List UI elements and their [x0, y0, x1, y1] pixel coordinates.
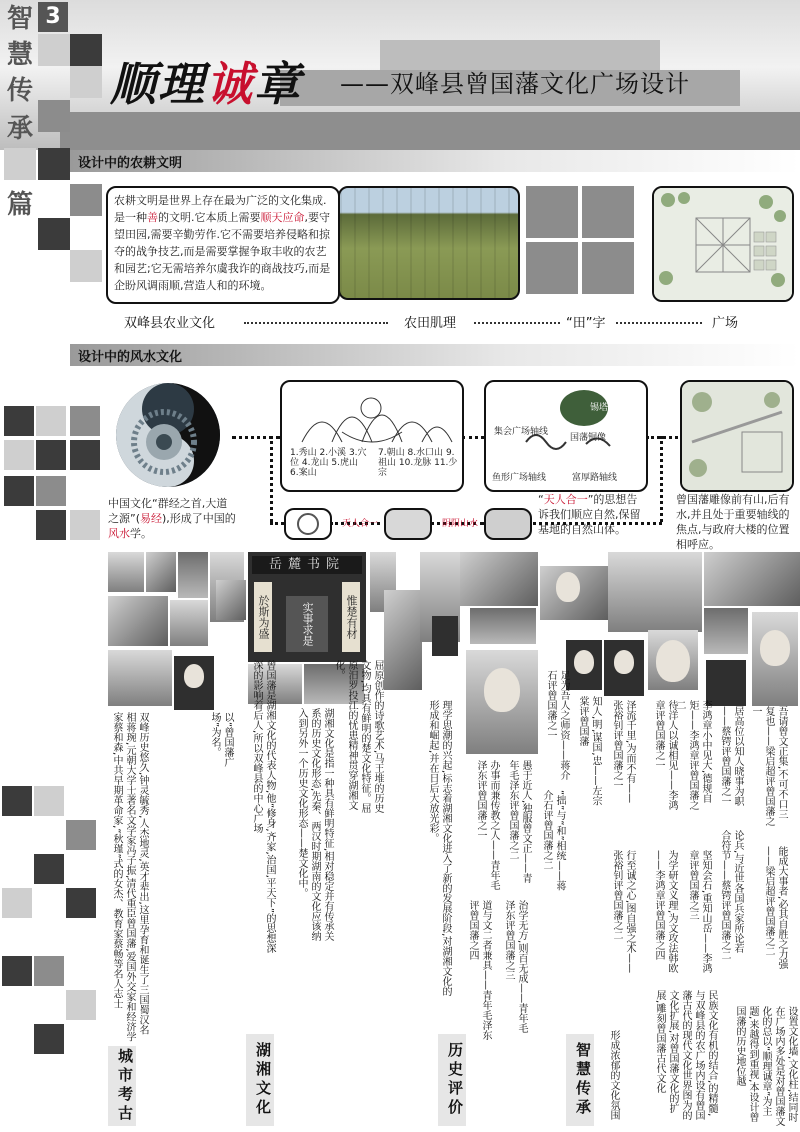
quote-3: 愚于近人,独服曾文正——青年毛泽东评曾国藩之二 — [507, 760, 531, 884]
main-title — [110, 48, 302, 114]
chain-image-1 — [284, 508, 332, 540]
photo-bust — [178, 552, 208, 598]
label-agri-culture: 双峰县农业文化 — [124, 316, 216, 331]
side-title-char-3: 传 — [6, 76, 33, 106]
yin-yang-compass — [108, 380, 228, 490]
photo-stele — [384, 590, 422, 690]
legend-item: 10.龙脉 — [398, 458, 432, 468]
deco-square — [70, 34, 102, 66]
diagram-legend-left — [290, 448, 368, 478]
label-field-texture: 农田肌理 — [404, 316, 457, 331]
tian-square-2 — [582, 186, 634, 238]
diagram-legend-right — [378, 448, 458, 478]
mountain-diagram — [282, 382, 460, 452]
academy-plaque: 岳麓书院 — [252, 556, 362, 574]
deco-square — [70, 66, 102, 98]
text-wisdom-1: 形成浓郁的文化氛围 — [608, 1030, 619, 1120]
photo-relief — [146, 552, 176, 592]
photo-steles-row — [608, 552, 702, 632]
face — [760, 630, 790, 666]
photo-cai — [706, 660, 746, 706]
deco-square — [34, 1024, 64, 1054]
chain-image-3 — [484, 508, 532, 540]
dotted-line — [244, 322, 388, 324]
farmland-photo — [338, 186, 520, 300]
deco-square — [66, 820, 96, 850]
side-title-char-2: 慧 — [6, 40, 33, 70]
farming-text-a: 农耕文明是世界上存在最为广泛的文化集成.是一种 — [114, 194, 327, 224]
chain-line — [462, 436, 484, 439]
deco-square — [34, 854, 64, 884]
quote-1: 办事而兼传教之人——青年毛泽东评曾国藩之一 — [475, 760, 499, 890]
text-evaluation-2: 理学思潮的兴起,标志着湖湘文化进入了新的发展阶段,对湖湘文化的形成和崛起,并在日后大放光彩。 — [427, 700, 451, 997]
deco-square — [2, 956, 32, 986]
text-city-archaeology-2: 以“曾国藩广场”为名。 — [209, 712, 233, 768]
quote-7: 知人,明,谋国,忠——左宗棠评曾国藩 — [577, 696, 601, 806]
farming-text-c: 的文明.它本质上需要 — [158, 211, 261, 224]
text-huxiang-1: 曾国藩是湖湘文化的代表人物,他“修身,齐家,治国,平天下”的思想深深的影响着后人,所以双峰县的中心广场 — [251, 660, 275, 954]
subtitle: ——双峰县曾国藩文化广场设计 — [340, 70, 690, 98]
quote-17: 能成大事者,必其自胜之力强——梁启超评曾国藩之二 — [763, 846, 787, 970]
legend-item: 3.穴位 — [290, 448, 367, 468]
academy-door: 实事求是 — [286, 596, 328, 652]
photo-portrait-drawing — [108, 596, 168, 646]
face — [484, 668, 520, 712]
aerial-plan — [680, 380, 794, 492]
dotted-line — [474, 322, 560, 324]
hero-ground — [60, 112, 800, 150]
label-statue: 国藩铜像 — [570, 433, 607, 443]
farming-text-b: 善 — [147, 211, 158, 224]
photo-academy — [248, 552, 366, 662]
chain-image-2 — [384, 508, 432, 540]
legend-item: 1.秀山 — [290, 448, 317, 458]
quote-5: 足为吾人之师资——蒋介石评曾国藩之一 — [545, 670, 569, 780]
plaza-plan-drawing — [654, 188, 792, 300]
face — [184, 664, 204, 688]
left-text-e: 学。 — [130, 527, 152, 540]
face — [574, 650, 594, 674]
quote-15: 论兵,与近世各国兵家所论若合符节——蔡锷评曾国藩之二 — [719, 830, 743, 960]
deco-square — [38, 148, 70, 180]
category-huxiang-culture: 湖湘文化 — [246, 1034, 274, 1126]
deco-square — [66, 888, 96, 918]
label-road-axis: 富厚路轴线 — [572, 473, 618, 483]
category-wisdom-inheritance: 智慧传承 — [566, 1034, 594, 1126]
chain-line — [270, 522, 284, 525]
deco-square — [38, 100, 70, 132]
deco-square — [70, 440, 100, 470]
quote-4: 治学无方,则百无成——青年毛泽东评曾国藩之三 — [503, 900, 527, 1034]
section-1-bar — [70, 150, 800, 172]
deco-square — [36, 406, 66, 436]
photo-calligraphy-wall — [704, 552, 800, 606]
deco-square — [34, 786, 64, 816]
deco-square — [4, 406, 34, 436]
section-2-heading: 设计中的风水文化 — [78, 350, 183, 365]
deco-square — [4, 440, 34, 470]
fengshui-mid-text — [538, 492, 642, 537]
deco-square — [70, 510, 100, 540]
face — [556, 572, 580, 602]
tian-square-1 — [526, 186, 578, 238]
chain-label-1: 天人合一 — [342, 519, 379, 529]
legend-item: 7.朝山 — [378, 448, 405, 458]
deco-square — [4, 476, 34, 506]
chain-label-2: 阴阳山水 — [442, 519, 479, 529]
chain-line — [270, 436, 273, 522]
academy-couplet-right: 惟楚有材 — [342, 582, 360, 652]
axis-diagram — [484, 380, 648, 492]
deco-square — [66, 990, 96, 1020]
left-text-c: ),形成了中国的 — [162, 512, 236, 525]
quote-12: 李鸿章小中见大,德规自矩——李鸿章评曾国藩之二 — [674, 700, 711, 810]
deco-square — [36, 476, 66, 506]
title-part-2: 诚 — [206, 57, 254, 111]
deco-square — [70, 250, 102, 282]
left-text-b: 易经 — [140, 512, 162, 525]
deco-square — [70, 184, 102, 216]
quote-10: 待洋人以诚相见——李鸿章评曾国藩之一 — [653, 700, 677, 810]
deco-square — [36, 510, 66, 540]
tian-square-4 — [582, 242, 634, 294]
fengshui-diagram — [280, 380, 464, 492]
plaza-plan — [652, 186, 794, 302]
photo-columns — [704, 608, 748, 654]
aerial-plan-drawing — [682, 382, 792, 490]
quote-6: “拙”与“和”相统——蒋介石评曾国藩之二 — [541, 790, 565, 891]
chain-line — [660, 436, 663, 522]
quote-14: 居高位以知人晓事为职——蔡锷评曾国藩之一 — [719, 706, 743, 806]
photo-ming-figure — [432, 616, 458, 656]
side-title-number: 3 — [38, 2, 68, 32]
label-mountain: 锡塔山 — [590, 403, 618, 413]
category-city-archaeology: 城市考古 — [108, 1046, 136, 1126]
mid-text-b: 天人合一 — [543, 493, 588, 506]
mid-text-a: “ — [538, 493, 544, 506]
farming-text-d: 顺天应命 — [260, 211, 305, 224]
legend-item: 4.龙山 — [301, 458, 329, 468]
title-part-1: 顺理 — [110, 57, 206, 111]
category-history-evaluation: 历史评价 — [438, 1034, 466, 1126]
label-assembly-axis: 集会广场轴线 — [494, 427, 549, 437]
photo-statue-head — [470, 608, 536, 644]
deco-square — [2, 786, 32, 816]
quote-9: 行至诚之心,图自强之术——张裕钊评曾国藩之二 — [611, 850, 635, 974]
quote-8: 泽流千里,为而不有——张裕钊评曾国藩之一 — [611, 700, 635, 804]
title-part-3: 章 — [254, 57, 302, 111]
fengshui-right-text: 曾国藩雕像前有山,后有水,并且处于重要轴线的焦点,与政府大楼的位置相呼应。 — [676, 493, 790, 551]
legend-item: 2.小溪 — [319, 448, 347, 458]
deco-square — [36, 440, 66, 470]
side-title-char-4: 承 — [6, 114, 33, 144]
label-fish-axis: 鱼形广场轴线 — [492, 473, 547, 483]
photo-statue — [108, 552, 144, 592]
left-text-a: 中国文化“群经之首,大道之源”( — [108, 497, 228, 525]
left-text-d: 风水 — [108, 527, 130, 540]
quote-2: 道与文二者兼具——青年毛泽东评曾国藩之四 — [467, 900, 491, 1040]
tian-square-3 — [526, 242, 578, 294]
quote-13: 坚知会石,重知山岳——李鸿章评曾国藩之三 — [687, 850, 711, 974]
deco-square — [2, 888, 32, 918]
text-evaluation-1: 屈原创作的诗歌艺术,马王堆的历史文物,均具有鲜明的楚文化特征。屈原汨罗投江的忧患精神贯穿湖湘文化。 — [333, 660, 383, 814]
photo-calligraphy — [216, 580, 246, 620]
fengshui-left-text — [108, 496, 236, 541]
deco-square — [34, 956, 64, 986]
text-huxiang-2: 湖湘文化是指一种具有鲜明特征,相对稳定并有传承关系的历史文化形态,先秦、两汉时期湖南的文化应该纳入到另外一个历史文化形态——楚文化中。 — [296, 708, 333, 942]
academy-couplet-left: 於斯为盛 — [254, 582, 272, 652]
text-city-archaeology: 双峰历史悠久,钟灵毓秀,人杰地灵,英才辈出,这里孕育和诞生了三国蜀汉名相蒋琬,元朝大学士著名文学家冯子振,清代重臣曾国藩,爱国外交家和经济学家蔡和森,中共早期革命家,“秋瑾”式的女杰、教育家蔡畅等名人志士 — [111, 712, 148, 1042]
legend-item: 8.水口山 — [407, 448, 444, 458]
legend-item: 9.祖山 — [378, 448, 455, 468]
text-wisdom-2: 民族文化有机的结合,的精髓,与双峰县的农广场内设有曾国藩古代的现代文化世界图为的文化扩展,对曾国藩文化的扩展,雕刻曾国藩古代文化 — [654, 990, 717, 1120]
legend-item: 11.少宗 — [378, 458, 458, 478]
section-1-heading: 设计中的农耕文明 — [78, 156, 183, 171]
photo-relief-wall — [460, 552, 538, 606]
side-title-char-1: 智 — [6, 4, 33, 34]
mid-text-c: ”的思想告诉我们顺应自然,保留基地的自然山体。 — [538, 493, 641, 536]
dotted-line — [616, 322, 702, 324]
chain-image-1-drawing — [286, 510, 330, 538]
photo-monument — [170, 600, 208, 646]
photo-old-figure — [108, 650, 172, 706]
quote-11: 为学研文义理,为文攻法韩欧——李鸿章评曾国藩之四 — [653, 850, 677, 974]
deco-square — [4, 148, 36, 180]
face — [614, 650, 634, 674]
legend-item: 6.案山 — [290, 468, 317, 478]
section-2-bar — [70, 344, 800, 366]
yin-yang-icon — [108, 380, 228, 490]
deco-square — [38, 34, 70, 66]
label-tian-char: “田”字 — [566, 316, 606, 331]
deco-square — [70, 406, 100, 436]
text-wisdom-3: 设置文化墙,文化柱,结同时在广场内多处是对曾国藩文化的总以“顺理诚章”为主题,来越得到重视,本设计曾国藩的历史地位越 — [734, 1006, 797, 1126]
face — [656, 640, 690, 682]
deco-square — [38, 218, 70, 250]
side-title-char-5: 篇 — [6, 190, 33, 220]
farming-text-e: ,要守望田园,需要辛勤劳作.它不需要培养侵略和掠夺的战争技艺,而是需要掌握争取丰收的农艺和园艺;它无需培养尔虞我诈的商战技巧,而是企盼风调雨顺,营造人和的环境。 — [114, 211, 331, 292]
label-plaza: 广场 — [712, 316, 739, 331]
quote-16: 吾请曾文正集,不可不口三复也——梁启超评曾国藩之一 — [750, 706, 787, 826]
legend-item: 5.虎山 — [331, 458, 358, 468]
farming-text-box — [106, 186, 340, 304]
